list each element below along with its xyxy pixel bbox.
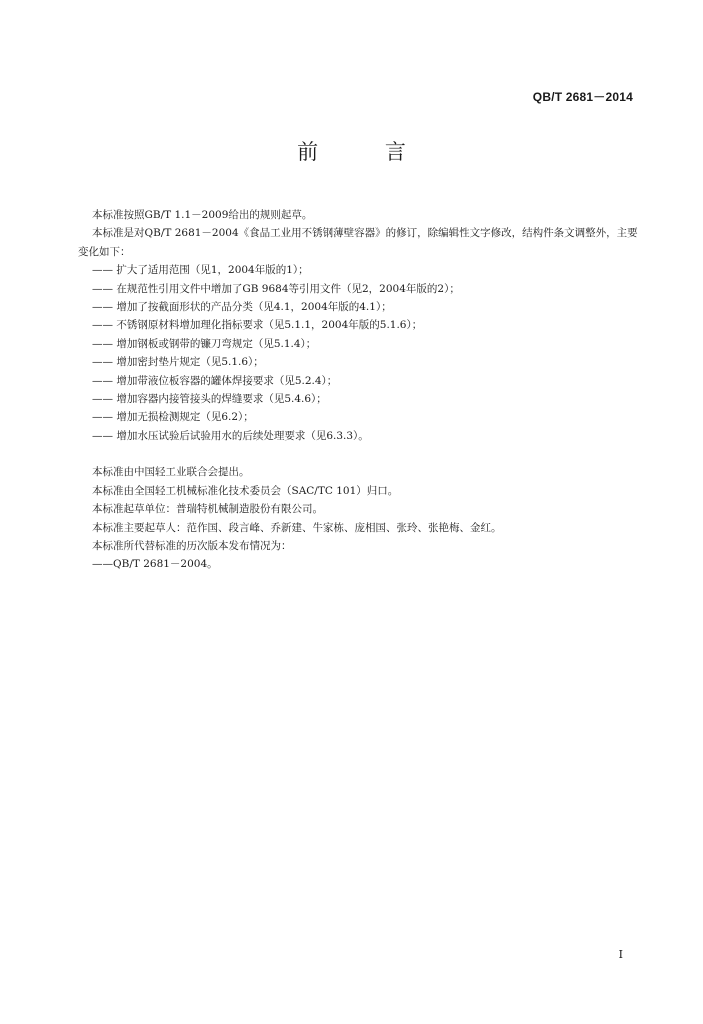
- change-list-item: —— 增加容器内接管接头的焊缝要求（见5.4.6）；: [92, 393, 327, 406]
- change-list-item: —— 增加带液位板容器的罐体焊接要求（见5.2.4）；: [92, 374, 338, 387]
- change-list-item: —— 增加了按截面形状的产品分类（见4.1，2004年版的4.1）；: [92, 301, 392, 314]
- page-number: I: [618, 948, 623, 961]
- page-title: 前 言: [297, 140, 436, 164]
- footer-info-line: 本标准由全国轻工机械标准化技术委员会（SAC/TC 101）归口。: [92, 484, 399, 497]
- change-list-item: —— 增加密封垫片规定（见5.1.6）；: [92, 356, 264, 369]
- change-list-item: —— 不锈钢原材料增加理化指标要求（见5.1.1，2004年版的5.1.6）；: [92, 319, 423, 332]
- footer-info-line: 本标准起草单位：普瑞特机械制造股份有限公司。: [92, 503, 323, 516]
- footer-info-line: 本标准由中国轻工业联合会提出。: [92, 466, 250, 479]
- change-list-item: —— 增加水压试验后试验用水的后续处理要求（见6.3.3）。: [92, 429, 369, 442]
- change-list-item: —— 在规范性引用文件中增加了GB 9684等引用文件（见2，2004年版的2）；: [92, 282, 460, 295]
- paragraph-spacer: [78, 445, 638, 463]
- document-body: [78, 206, 638, 574]
- footer-info-line: 本标准主要起草人：范作国、段言峰、乔新建、牛家栋、庞相国、张玲、张艳梅、金红。: [92, 521, 502, 534]
- intro-paragraph: 本标准是对QB/T 2681－2004《食品工业用不锈钢薄壁容器》的修订，除编辑性文字修改，结构件条文调整外，主要变化如下：: [78, 227, 638, 258]
- document-number: QB/T 2681－2014: [532, 90, 633, 104]
- intro-paragraph: 本标准按照GB/T 1.1－2009给出的规则起草。: [92, 209, 313, 221]
- change-list-item: —— 扩大了适用范围（见1，2004年版的1）；: [92, 264, 309, 277]
- change-list-item: —— 增加无损检测规定（见6.2）；: [92, 411, 254, 424]
- change-list-item: —— 增加钢板或钢带的镰刀弯规定（见5.1.4）；: [92, 337, 317, 350]
- footer-info-line: 本标准所代替标准的历次版本发布情况为：: [92, 539, 292, 552]
- history-item: ——QB/T 2681－2004。: [92, 558, 218, 571]
